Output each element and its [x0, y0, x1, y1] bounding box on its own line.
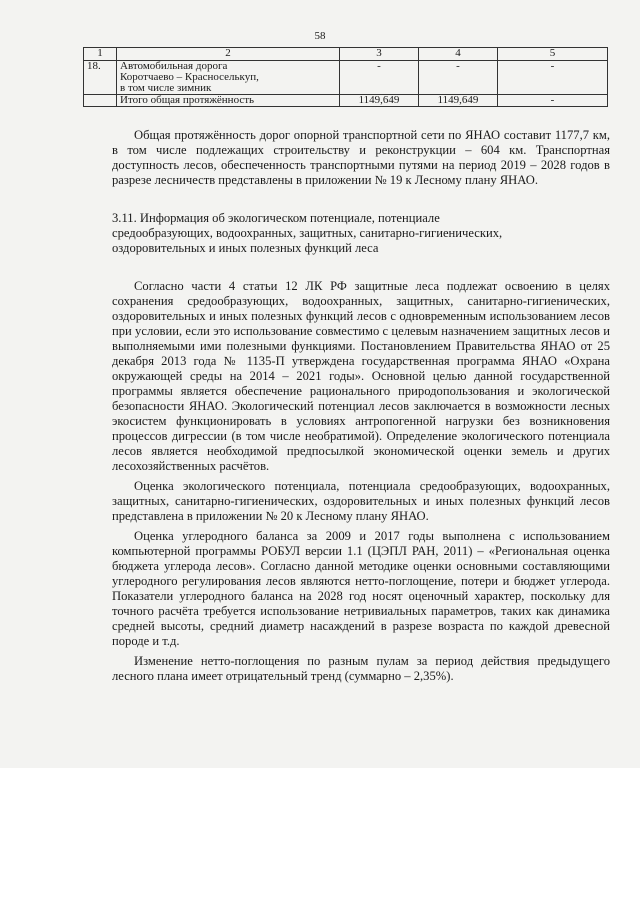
- cell-value: -: [340, 61, 419, 95]
- row-name: [117, 95, 340, 107]
- header-cell: 4: [419, 48, 498, 61]
- row-name: [117, 61, 340, 95]
- row-name-line: Коротчаево – Красноселькуп,: [120, 71, 259, 83]
- row-number: 18.: [84, 61, 117, 95]
- cell-value: -: [419, 61, 498, 95]
- header-cell: 2: [117, 48, 340, 61]
- cell-value: 1149,649: [340, 95, 419, 107]
- table-row: [84, 61, 608, 95]
- document-body: [112, 128, 610, 684]
- section-heading: [112, 211, 610, 256]
- row-name-line: в том числе зимник: [120, 82, 212, 94]
- cell-value: -: [498, 95, 608, 107]
- roads-table: [83, 47, 608, 107]
- page-number: 58: [314, 30, 326, 42]
- row-name-line: Автомобильная дорога: [120, 60, 228, 72]
- cell-value: -: [498, 61, 608, 95]
- paragraph: Оценка экологического потенциала, потенциала средообразующих, водоохранных, защитных, санитарно-гигиенических, оздоровительных и иных полезных функций лесов представлена в приложении № 20 к Лесному плану ЯНАО.: [112, 479, 610, 523]
- section-heading-line: средообразующих, водоохранных, защитных, санитарно-гигиенических,: [112, 226, 503, 240]
- paragraph: Согласно части 4 статьи 12 ЛК РФ защитные леса подлежат освоению в целях сохранения средообразующих, водоохранных, защитных, санитарно-гигиенических, оздоровительных и иных полезных функций лесов с одновременным использованием лесов при условии, если это использование совместимо с целевым назначением защитных лесов и выполняемыми ими полезными функциями. Постановлением Правительства ЯНАО от 25 декабря 2013 года № 1135-П утверждена государственная программа ЯНАО «Охрана окружающей среды на 2014 – 2021 годы». Основной целью данной государственной программы является обеспечение рационального природопользования и экологической безопасности ЯНАО. Экологический потенциал лесов заключается в возможности лесных экосистем функционировать в условиях антропогенной нагрузки без возникновения процессов дигрессии (в том числе необратимой). Определение экологического потенциала лесов является необходимой предпосылкой экономической оценки земель и других лесохозяйственных расчётов.: [112, 279, 610, 473]
- table-row-total: [84, 95, 608, 107]
- row-number: [84, 95, 117, 107]
- cell-value: 1149,649: [419, 95, 498, 107]
- paragraph: Общая протяжённость дорог опорной транспортной сети по ЯНАО составит 1177,7 км, в том числе подлежащих строительству и реконструкции – 604 км. Транспортная доступность лесов, обеспеченность транспортными путями на период 2019 – 2028 годов в разрезе лесничеств представлены в приложении № 19 к Лесному плану ЯНАО.: [112, 128, 610, 187]
- section-heading-line: оздоровительных и иных полезных функций леса: [112, 241, 379, 255]
- paragraph: Оценка углеродного баланса за 2009 и 2017 годы выполнена с использованием компьютерной программы РОБУЛ версии 1.1 (ЦЭПЛ РАН, 2011) – «Региональная оценка бюджета углерода лесов». Согласно данной методике оценки основными составляющими углеродного регулирования лесов являются нетто-поглощение, потери и бюджет углерода. Показатели углеродного баланса на 2028 год носят оценочный характер, поскольку для точного расчёта требуется использование нетривиальных параметров, таких как динамика средней высоты, средний диаметр насаждений в разрезе возраста по каждой древесной породе и т.д.: [112, 529, 610, 648]
- row-name-line: Итого общая протяжённость: [120, 94, 255, 106]
- table-header-row: [84, 48, 608, 61]
- header-cell: 3: [340, 48, 419, 61]
- header-cell: 1: [84, 48, 117, 61]
- paragraph: Изменение нетто-поглощения по разным пулам за период действия предыдущего лесного плана имеет отрицательный тренд (суммарно – 2,35%).: [112, 654, 610, 683]
- section-heading-line: 3.11. Информация об экологическом потенциале, потенциале: [112, 211, 440, 225]
- header-cell: 5: [498, 48, 608, 61]
